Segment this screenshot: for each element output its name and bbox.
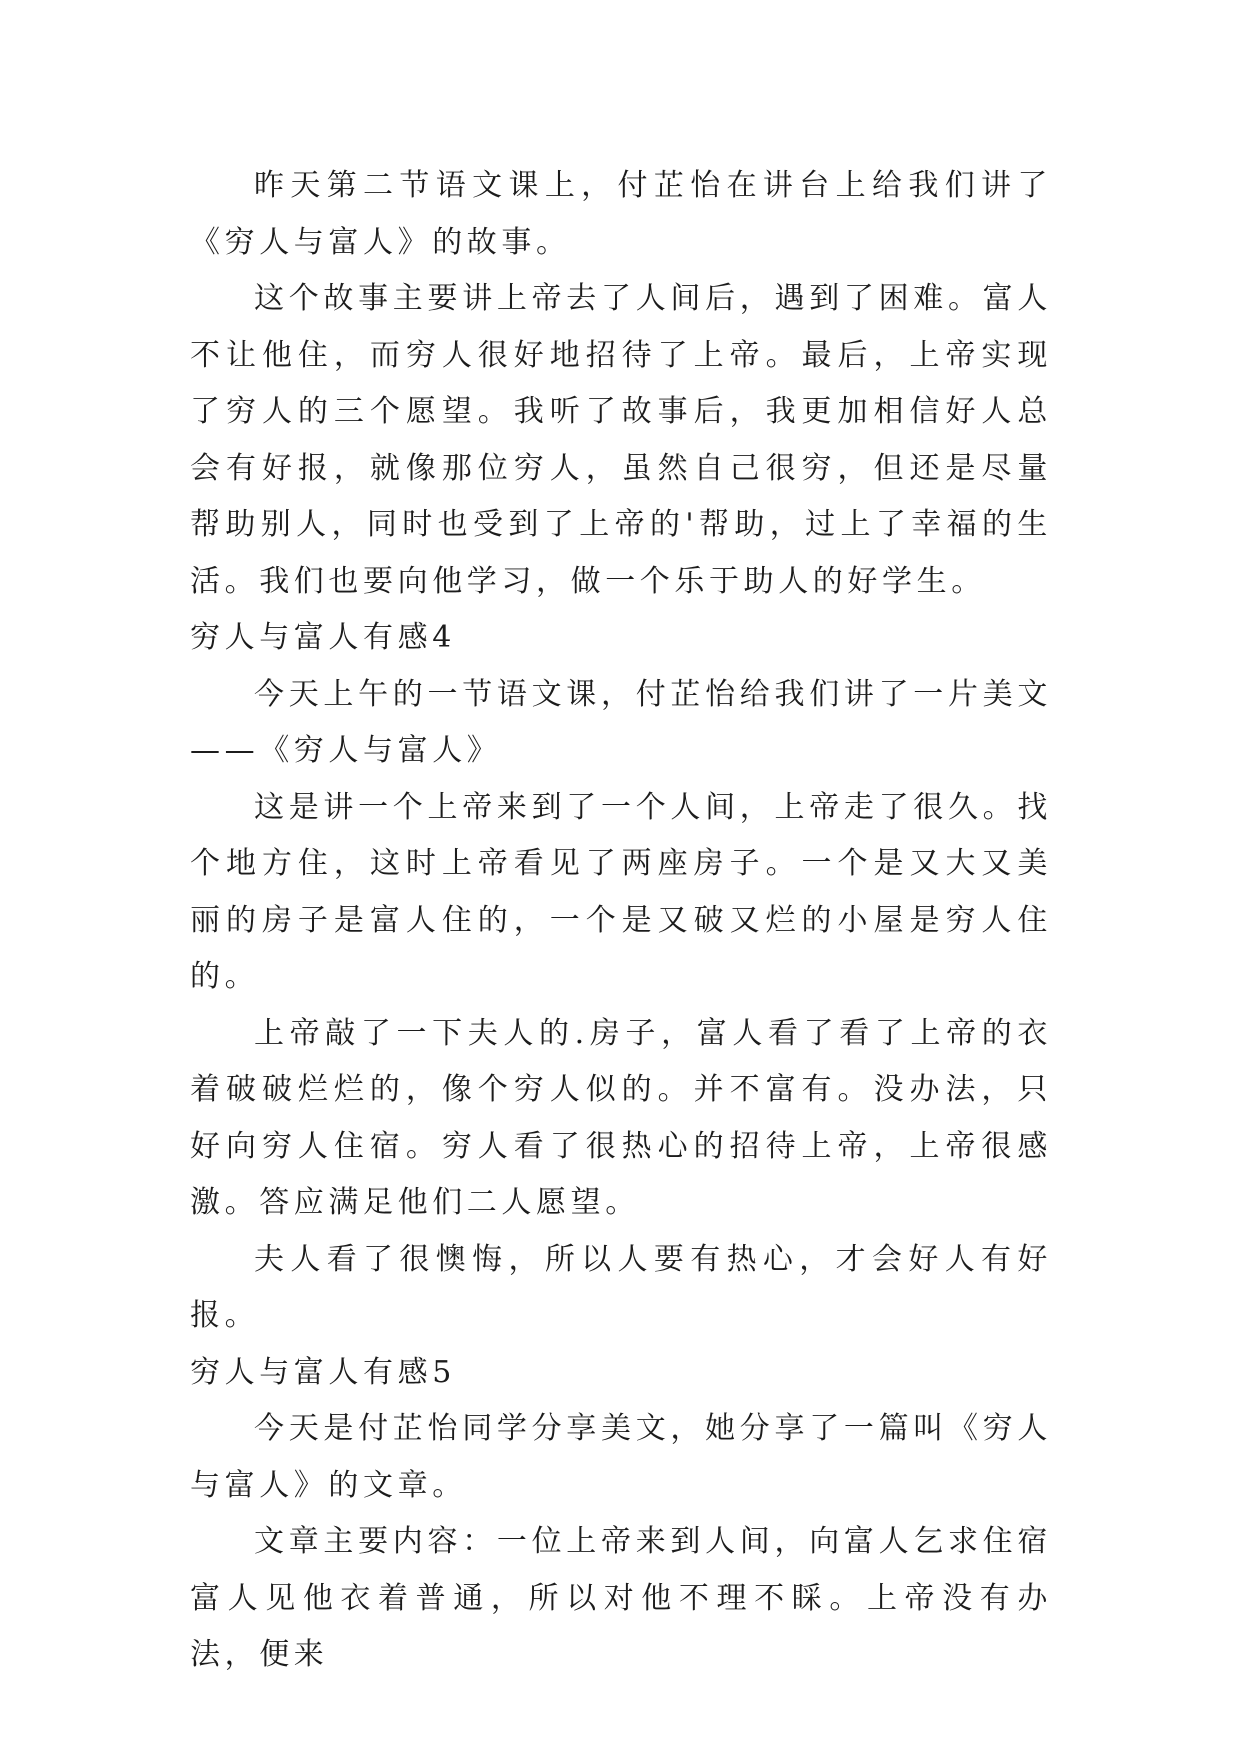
paragraph: 夫人看了很懊悔，所以人要有热心，才会好人有好报。 xyxy=(190,1241,1052,1333)
document-body xyxy=(190,158,1052,1684)
paragraph: 这个故事主要讲上帝去了人间后，遇到了困难。富人不让他住，而穷人很好地招待了上帝。最后，上帝实现了穷人的三个愿望。我听了故事后，我更加相信好人总会有好报，就像那位穷人，虽然自己很穷，但还是尽量帮助别人，同时也受到了上帝的'帮助，过上了幸福的生活。我们也要向他学习，做一个乐于助人的好学生。 xyxy=(190,281,1052,599)
paragraph: 今天上午的一节语文课，付芷怡给我们讲了一片美文——《穷人与富人》 xyxy=(190,676,1052,768)
paragraph: 文章主要内容：一位上帝来到人间，向富人乞求住宿富人见他衣着普通，所以对他不理不睬。上帝没有办法，便来 xyxy=(190,1524,1052,1672)
paragraph: 今天是付芷怡同学分享美文，她分享了一篇叫《穷人与富人》的文章。 xyxy=(190,1411,1052,1503)
section-heading: 穷人与富人有感4 xyxy=(190,620,456,655)
paragraph: 昨天第二节语文课上，付芷怡在讲台上给我们讲了《穷人与富人》的故事。 xyxy=(190,168,1052,260)
section-heading: 穷人与富人有感5 xyxy=(190,1354,456,1390)
paragraph: 上帝敲了一下夫人的.房子，富人看了看了上帝的衣着破破烂烂的，像个穷人似的。并不富有。没办法，只好向穷人住宿。穷人看了很热心的招待上帝，上帝很感激。答应满足他们二人愿望。 xyxy=(190,1015,1052,1220)
paragraph: 这是讲一个上帝来到了一个人间，上帝走了很久。找个地方住，这时上帝看见了两座房子。一个是又大又美丽的房子是富人住的，一个是又破又烂的小屋是穷人住的。 xyxy=(190,789,1052,994)
